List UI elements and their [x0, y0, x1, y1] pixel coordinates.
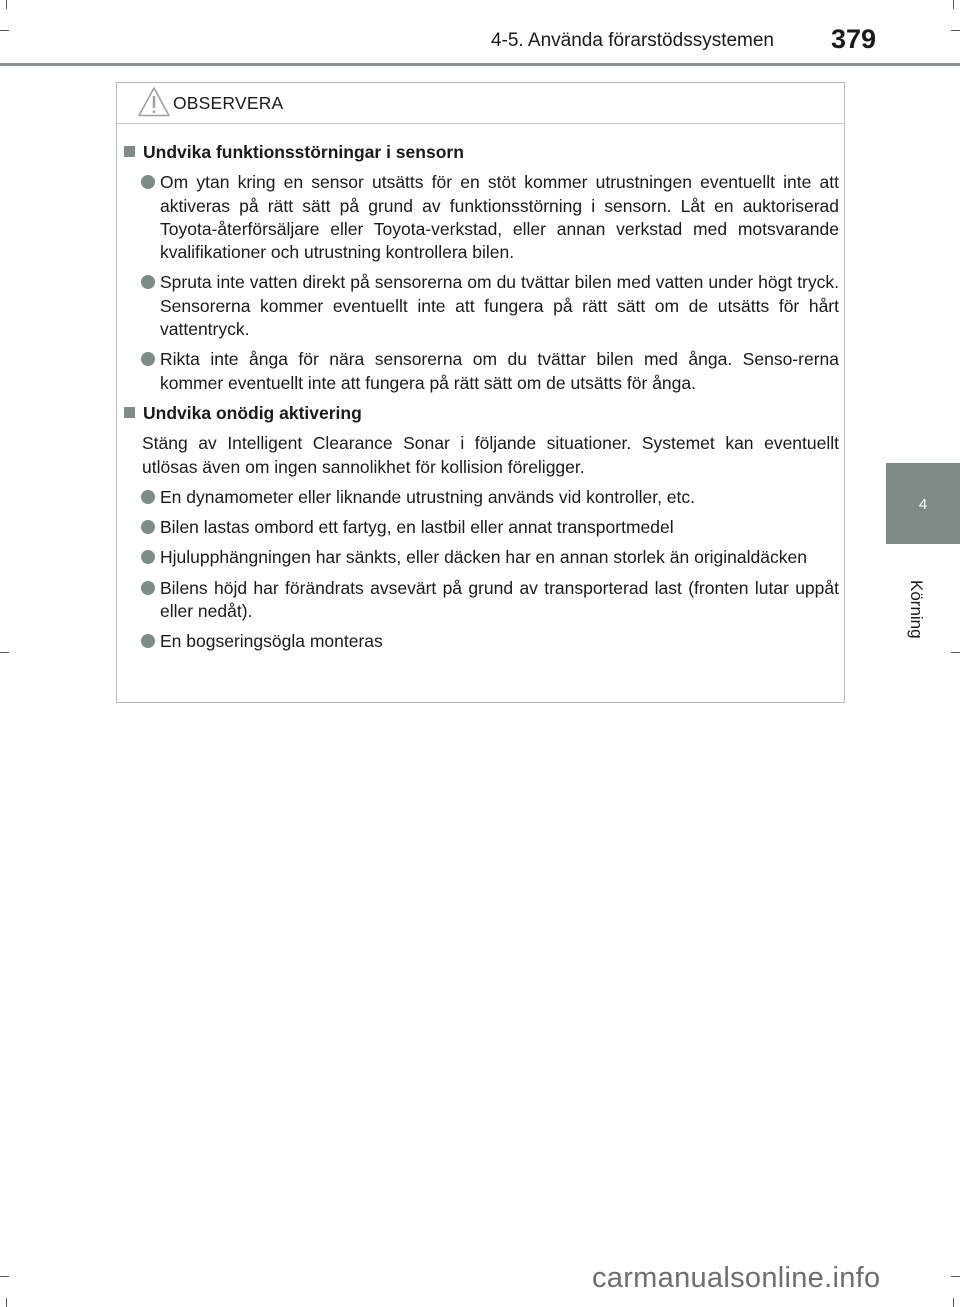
list-item-text: Bilen lastas ombord ett fartyg, en lastbil eller annat transportmedel	[160, 517, 674, 538]
caution-title: OBSERVERA	[173, 93, 284, 113]
page-number: 379	[830, 24, 876, 54]
list-item-text: En bogseringsögla monteras	[160, 631, 383, 652]
round-bullet-icon	[141, 275, 155, 289]
list-item	[123, 171, 839, 264]
list-item	[123, 516, 839, 539]
round-bullet-icon	[141, 550, 155, 564]
round-bullet-icon	[141, 490, 155, 504]
round-bullet-icon	[141, 175, 155, 189]
round-bullet-icon	[141, 520, 155, 534]
chapter-tab	[886, 463, 960, 544]
caution-box	[116, 82, 845, 703]
list-item-text: Om ytan kring en sensor utsätts för en stöt kommer utrustningen eventuellt inte att aktiveras på rätt sätt på grund av funktionsstörning i sensorn. Låt en auktoriserad Toyota-återförsäljare eller Toyota-verkstad, eller annan verkstad med motsvarande kvalifikationer och utrustning kontrollera bilen.	[160, 172, 839, 263]
crop-mark	[951, 30, 960, 31]
list-item-text: Bilens höjd har förändrats avsevärt på grund av transporterad last (fronten lutar uppåt eller nedåt).	[160, 577, 839, 622]
crop-mark	[951, 1276, 960, 1277]
crop-mark	[0, 1276, 9, 1277]
list-item-text: Rikta inte ånga för nära sensorerna om du tvättar bilen med ånga. Senso-rerna kommer eventuellt inte att fungera på rätt sätt om de utsätts för ånga.	[160, 349, 839, 393]
list-item	[123, 630, 839, 653]
watermark: carmanualsonline.info	[592, 1262, 881, 1294]
heading-text: Undvika onödig aktivering	[143, 402, 362, 423]
crop-mark	[951, 652, 960, 653]
chapter-number: 4	[918, 496, 928, 513]
chapter-label: Körning	[907, 580, 926, 639]
list-item	[123, 577, 839, 624]
section-heading	[123, 141, 839, 164]
round-bullet-icon	[141, 634, 155, 648]
list-item	[123, 271, 839, 341]
list-item	[123, 348, 839, 395]
crop-mark	[6, 1298, 7, 1307]
list-item-text: Spruta inte vatten direkt på sensorerna om du tvättar bilen med vatten under högt tryck. Sensorerna kommer eventuellt inte att fungera på rätt sätt om de utsätts för hårt vattentryck.	[160, 272, 839, 340]
square-bullet-icon	[124, 146, 135, 157]
list-item-text: Hjulupphängningen har sänkts, eller däcken har en annan storlek än originaldäcken	[160, 547, 807, 568]
crop-mark	[953, 1298, 954, 1307]
caution-header	[117, 83, 844, 124]
crop-mark	[953, 0, 954, 9]
round-bullet-icon	[141, 352, 155, 366]
section-heading	[123, 402, 839, 425]
list-item-text: En dynamometer eller liknande utrustning används vid kontroller, etc.	[160, 486, 696, 507]
square-bullet-icon	[124, 407, 135, 418]
crop-mark	[6, 0, 7, 9]
round-bullet-icon	[141, 581, 155, 595]
section-intro: Stäng av Intelligent Clearance Sonar i följande situationer. Systemet kan eventuellt utlösas även om ingen sannolikhet för kollision föreligger.	[142, 433, 839, 477]
list-item	[123, 546, 839, 569]
header-divider	[0, 63, 960, 66]
heading-text: Undvika funktionsstörningar i sensorn	[143, 142, 464, 162]
crop-mark	[0, 30, 9, 31]
section-title: 4-5. Använda förarstödssystemen	[490, 30, 774, 51]
caution-body	[123, 141, 839, 661]
warning-triangle-icon	[137, 86, 171, 118]
list-item	[123, 486, 839, 509]
crop-mark	[0, 652, 9, 653]
